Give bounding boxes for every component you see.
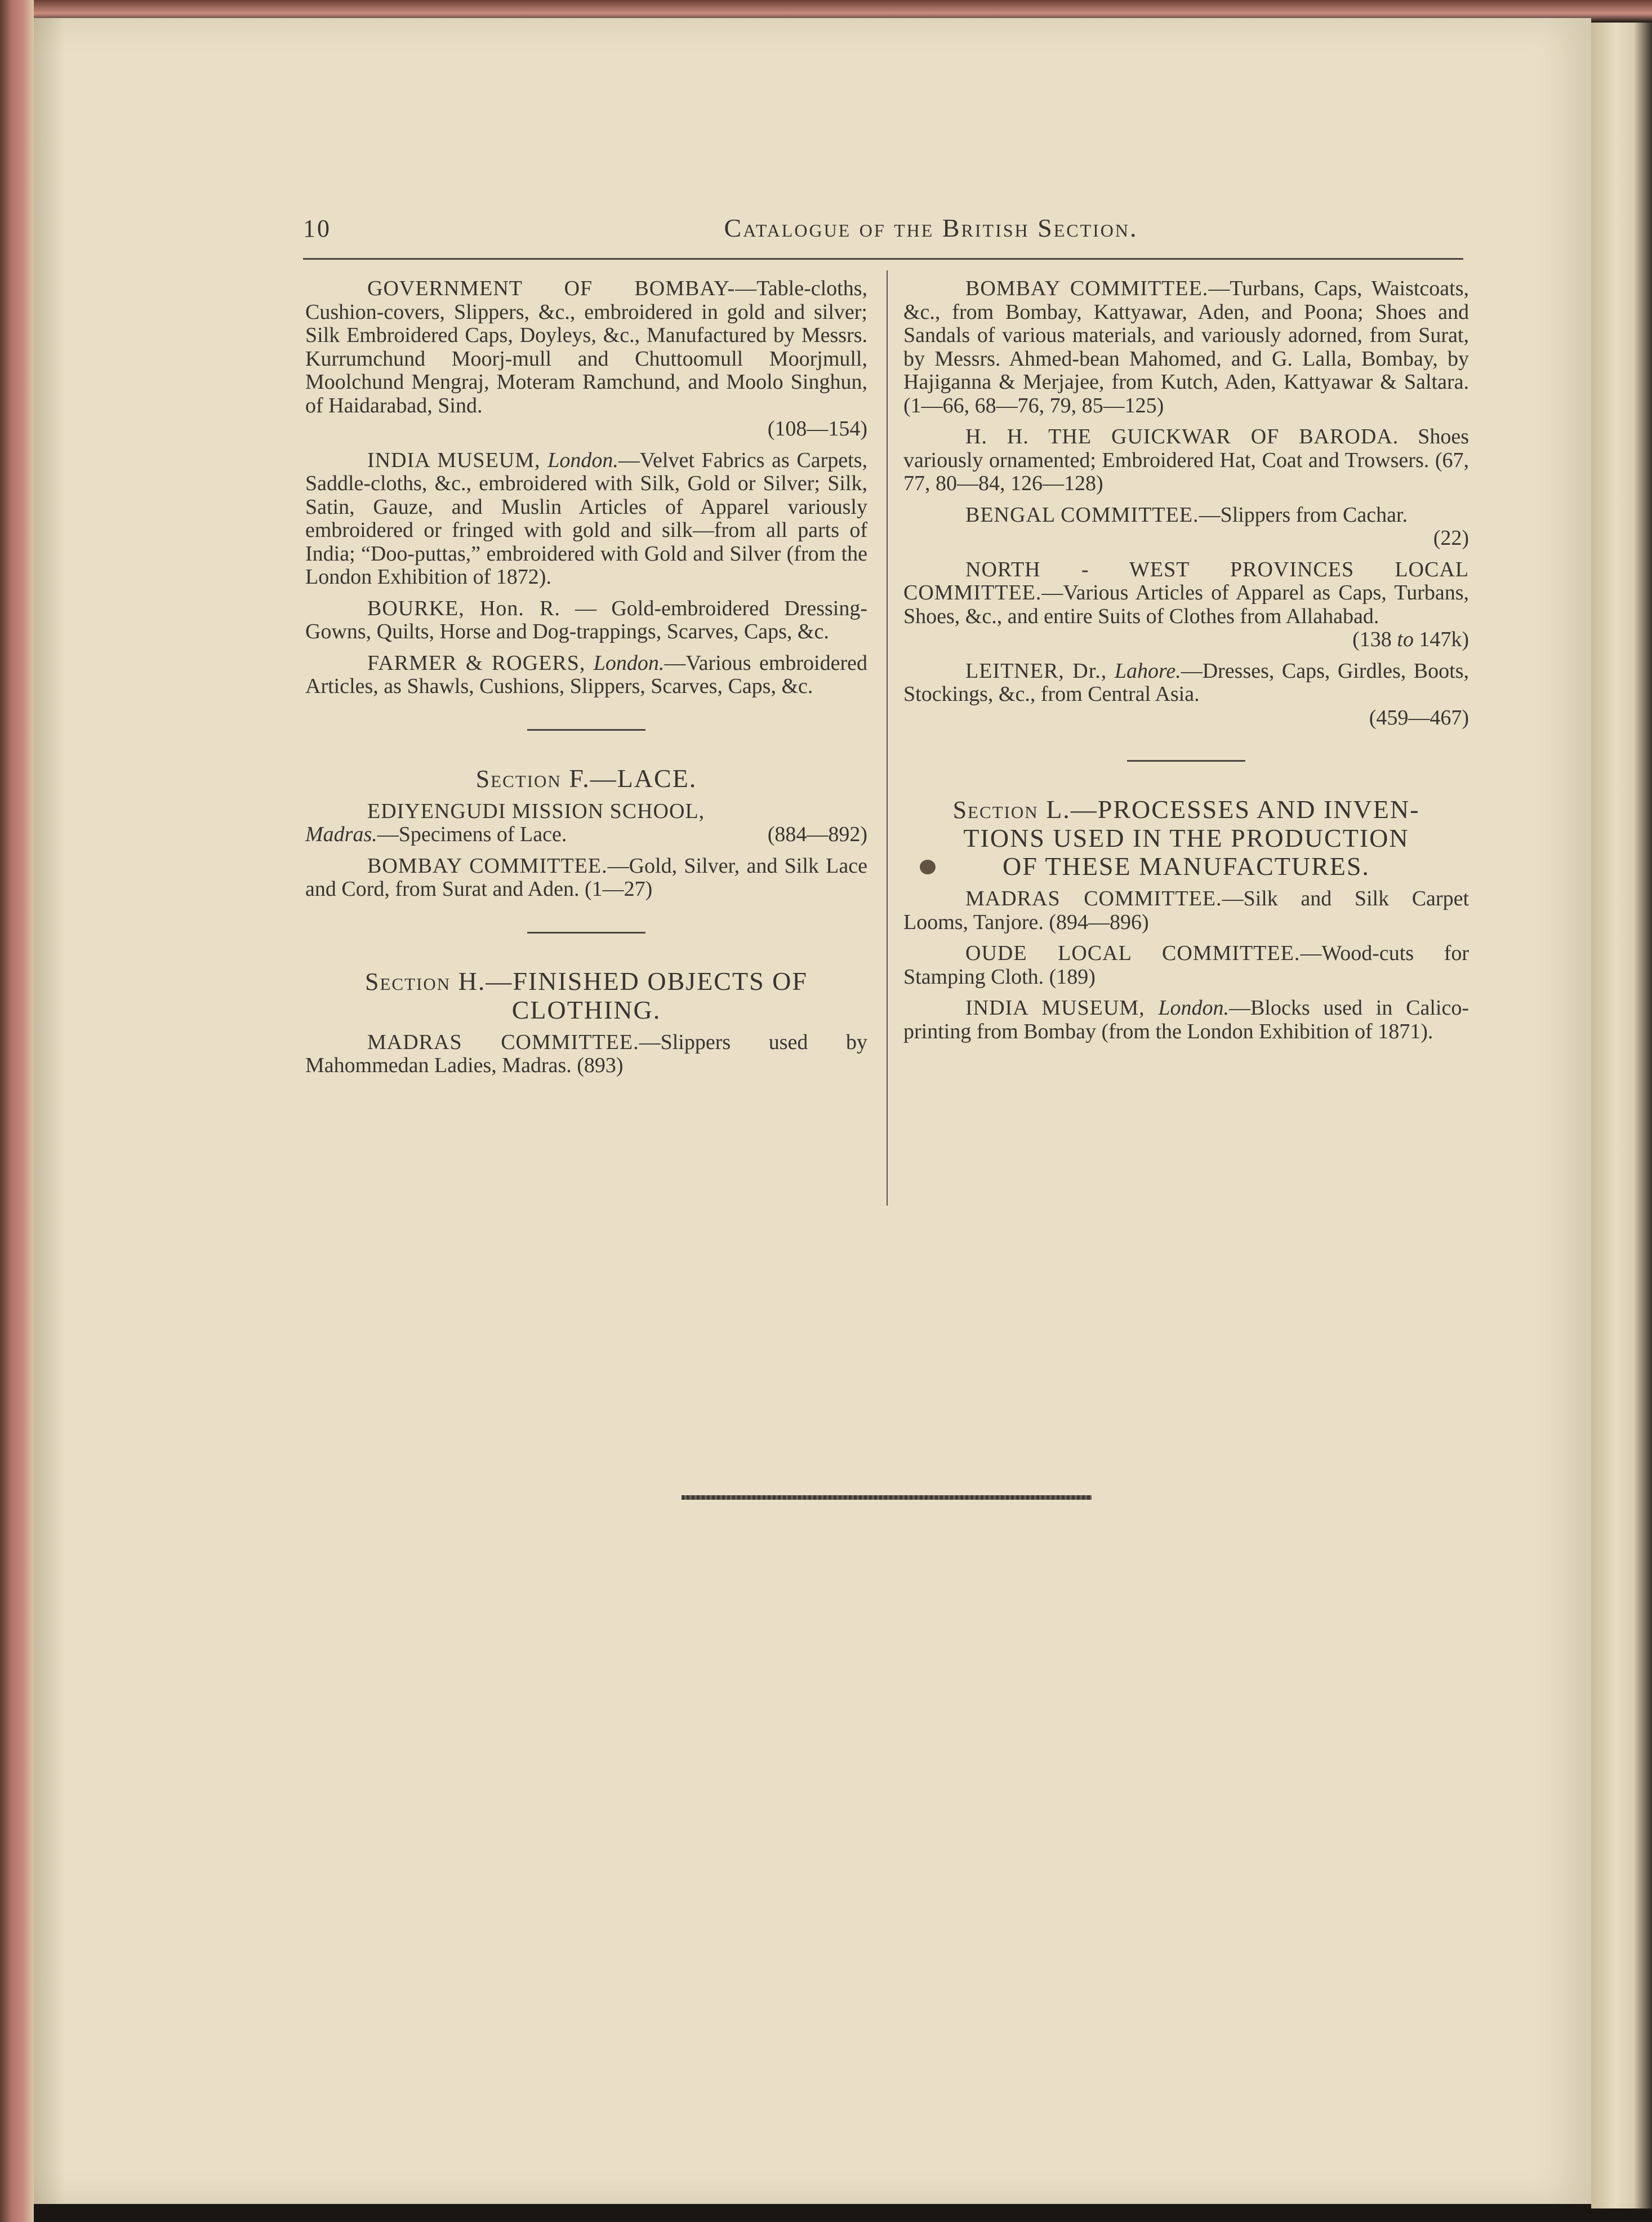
entry-description: —Gold, Silver, and Silk Lace and Cord, from Surat and Aden. xyxy=(305,854,867,901)
left-column xyxy=(305,277,867,1086)
section-title-line-2: TIONS USED IN THE PRODUCTION xyxy=(963,824,1409,852)
exhibitor-name: BENGAL COMMITTEE. xyxy=(965,503,1199,527)
section-divider-rule xyxy=(527,932,645,934)
catalogue-entry-india-museum xyxy=(305,449,867,589)
section-title-line-1: L.—PROCESSES AND INVEN- xyxy=(1046,795,1420,824)
exhibitor-name: INDIA MUSEUM, xyxy=(965,996,1145,1020)
exhibitor-name: BOURKE, Hon. R. xyxy=(367,596,560,620)
entry-description: —Various embroidered Articles, as Shawls, Cushions, Slippers, Scarves, Caps, &c. xyxy=(305,651,867,698)
entry-description: —Various Articles of Apparel as Caps, Turbans, Shoes, &c., and entire Suits of Clothes from Allahabad. xyxy=(903,581,1469,628)
entry-description: Shoes variously ornamented; Embroidered Hat, Coat and Trowsers. xyxy=(903,425,1469,472)
entry-reference xyxy=(903,628,1469,652)
section-title-line-1: H.—FINISHED OBJECTS OF xyxy=(458,966,808,996)
catalogue-entry-north-west-provinces xyxy=(903,558,1469,652)
section-label: Section xyxy=(952,796,1039,824)
catalogue-entry-bengal-committee xyxy=(903,504,1469,550)
section-divider-rule xyxy=(527,729,645,731)
reference-to: to xyxy=(1397,628,1414,651)
exhibitor-name: INDIA MUSEUM, xyxy=(367,448,541,472)
catalogue-entry-bombay-committee-turbans xyxy=(903,277,1469,417)
entry-description: —Specimens of Lace. xyxy=(377,823,567,846)
section-label: Section xyxy=(475,765,562,793)
exhibitor-place: London. xyxy=(547,448,618,472)
catalogue-entry-guickwar-of-baroda xyxy=(903,425,1469,496)
page-number: 10 xyxy=(303,215,331,242)
section-title: F.—LACE. xyxy=(569,763,697,793)
entry-description: —Table-cloths, Cushion-covers, Slippers, &c., embroidered in gold and silver; Silk Embroidered Caps, Doyleys, &c., Manufactured by Messrs. Kurrumchund Moorj-mull and Chuttoomull Moorjmull, Moolchund Mengraj, Moteram Ramchund, and Moolo Singhun, of Haidarabad, Sind. xyxy=(305,277,867,417)
entry-description: — Gold-embroidered Dressing-Gowns, Quilts, Horse and Dog-trappings, Scarves, Caps, &c. xyxy=(305,596,867,643)
entry-description: —Dresses, Caps, Girdles, Boots, Stockings, &c., from Central Asia. xyxy=(903,659,1469,706)
catalogue-entry-ediyengudi-mission-school xyxy=(305,800,867,847)
end-of-page-ornament-rule xyxy=(682,1495,1092,1500)
exhibitor-name: FARMER & ROGERS, xyxy=(367,651,586,675)
exhibitor-name: NORTH - WEST PROVINCES LOCAL COMMITTEE. xyxy=(903,557,1469,605)
section-label: Section xyxy=(365,967,451,996)
exhibitor-place: Madras. xyxy=(305,823,377,846)
entry-reference: (1—27) xyxy=(585,877,653,901)
entry-description: —Blocks used in Calico-printing from Bombay (from the London Exhibition of 1871). xyxy=(903,996,1469,1043)
book-cover-edge xyxy=(0,0,34,2222)
exhibitor-name: MADRAS COMMITTEE. xyxy=(367,1030,639,1054)
exhibitor-name: GOVERNMENT OF BOMBAY- xyxy=(367,277,736,300)
exhibitor-name: MADRAS COMMITTEE. xyxy=(965,887,1222,910)
entry-description: —Slippers from Cachar. xyxy=(1199,503,1408,527)
entry-reference: (893) xyxy=(577,1054,624,1077)
exhibitor-name: OUDE LOCAL COMMITTEE. xyxy=(965,941,1301,965)
column-divider xyxy=(887,270,888,1206)
exhibitor-name: EDIYENGUDI MISSION SCHOOL, xyxy=(367,799,705,823)
page-header xyxy=(303,214,1463,259)
right-column xyxy=(903,277,1469,1051)
exhibitor-place: London. xyxy=(1158,996,1230,1020)
exhibitor-place: Lahore. xyxy=(1114,659,1181,683)
entry-description: —Silk and Silk Carpet Looms, Tanjore. xyxy=(903,887,1469,934)
catalogue-entry-leitner xyxy=(903,660,1469,730)
exhibitor-name: BOMBAY COMMITTEE. xyxy=(367,854,608,878)
catalogue-entry-oude-local-committee xyxy=(903,942,1469,989)
section-heading-l xyxy=(903,796,1469,881)
entry-description: —Velvet Fabrics as Carpets, Saddle-cloths, &c., embroidered with Silk, Gold or Silver; Silk, Satin, Gauze, and Muslin Articles of Apparel variously embroidered or fringed with gold and silk—from all parts of India; “Doo-puttas,” embroidered with Gold and Silver (from the London Exhibition of 1872). xyxy=(305,448,867,589)
header-rule xyxy=(303,258,1463,260)
exhibitor-name: H. H. THE GUICKWAR OF BARODA. xyxy=(965,425,1399,448)
catalogue-entry-india-museum-blocks xyxy=(903,997,1469,1043)
catalogue-entry-bombay-committee-lace xyxy=(305,855,867,901)
entry-reference: (108—154) xyxy=(767,417,867,441)
section-divider-rule xyxy=(1127,760,1245,762)
stacked-page-edges xyxy=(1591,23,1652,2208)
entry-description: —Wood-cuts for Stamping Cloth. xyxy=(903,941,1470,989)
entry-reference: (1—66, 68—76, 79, 85—125) xyxy=(903,393,1164,417)
running-title: Catalogue of the British Section. xyxy=(724,214,1138,242)
reference-start: (138 xyxy=(1352,628,1397,651)
section-heading-f xyxy=(305,765,867,793)
entry-reference: (67, 77, 80—84, 126—128) xyxy=(903,448,1469,495)
entry-reference: (894—896) xyxy=(1049,910,1149,934)
exhibitor-name: LEITNER, Dr., xyxy=(965,659,1107,683)
catalogue-entry-farmer-rogers xyxy=(305,652,867,699)
catalogue-entry-madras-committee-slippers xyxy=(305,1031,867,1078)
section-title-line-2: CLOTHING. xyxy=(511,995,661,1024)
entry-reference: (22) xyxy=(1433,526,1469,550)
reference-end: 147k) xyxy=(1413,628,1469,651)
catalogue-entry-government-of-bombay xyxy=(305,277,867,441)
entry-description: —Turbans, Caps, Waistcoats, &c., from Bombay, Kattyawar, Aden, and Poona; Shoes and Sandals of various materials, and variously adorned, from Surat, by Messrs. Ahmed-bean Mahomed, and G. Lalla, Bombay, by Hajiganna & Merjajee, from Kutch, Aden, Kattyawar & Saltara. xyxy=(903,277,1469,394)
section-title-line-3: OF THESE MANUFACTURES. xyxy=(1003,852,1370,881)
catalogue-entry-madras-committee-looms xyxy=(903,887,1469,934)
ink-spot xyxy=(920,860,936,874)
catalogue-entry-bourke xyxy=(305,597,867,644)
section-heading-h xyxy=(305,967,867,1024)
entry-reference: (884—892) xyxy=(767,823,867,846)
entry-description: —Slippers used by Mahommedan Ladies, Madras. xyxy=(305,1030,867,1077)
exhibitor-name: BOMBAY COMMITTEE. xyxy=(965,277,1209,300)
entry-reference: (459—467) xyxy=(1369,705,1469,730)
exhibitor-place: London. xyxy=(593,651,665,675)
entry-reference: (189) xyxy=(1049,965,1096,989)
